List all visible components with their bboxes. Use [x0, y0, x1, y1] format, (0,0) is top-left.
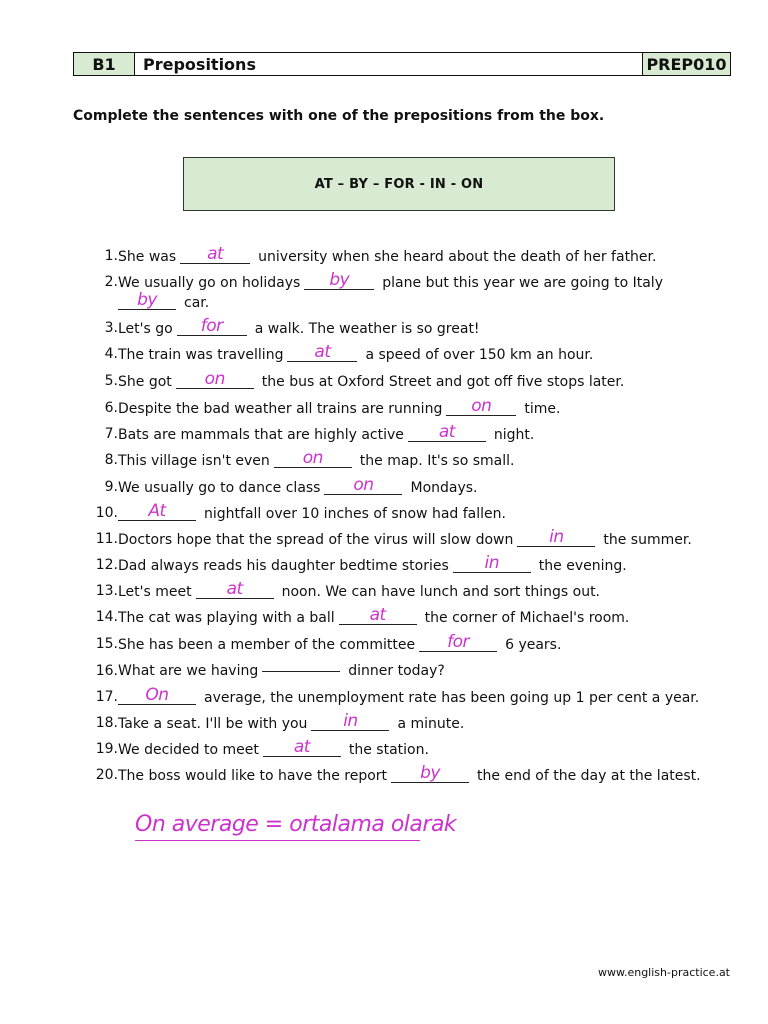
answer-blank[interactable] [118, 292, 176, 313]
exercise-item [90, 713, 464, 734]
exercise-item [90, 292, 209, 313]
answer-blank[interactable] [176, 371, 254, 392]
item-number: 12. [95, 557, 118, 573]
item-number: 10. [95, 505, 118, 521]
sentence-end: a walk. The weather is so great! [254, 321, 480, 337]
sentence-end: university when she heard about the death of her father. [258, 249, 657, 265]
item-number: 17. [95, 689, 118, 705]
handwritten-note: On average = ortalama olarak [135, 812, 457, 837]
sentence-end: night. [493, 427, 535, 443]
sentence-start: Let's meet [118, 584, 192, 600]
handwritten-answer: for [200, 316, 223, 336]
sentence-start: She has been a member of the committee [118, 637, 416, 653]
answer-blank[interactable] [339, 607, 417, 628]
exercise-item [90, 687, 699, 708]
level-label: B1 [74, 53, 135, 75]
handwritten-answer: at [293, 737, 310, 757]
answer-blank[interactable] [287, 344, 357, 365]
worksheet-code: PREP010 [643, 53, 730, 75]
exercise-item [90, 450, 514, 471]
handwritten-answer: in [484, 553, 500, 573]
handwritten-answer: by [420, 763, 440, 783]
sentence-start: The boss would like to have the report [118, 768, 388, 784]
item-number: 5. [104, 373, 118, 389]
exercise-item [90, 424, 534, 445]
sentence-start: Despite the bad weather all trains are running [118, 401, 443, 417]
exercise-item [90, 555, 627, 576]
item-number: 9. [104, 479, 118, 495]
sentence-end: the evening. [538, 558, 627, 574]
preposition-list: AT – BY – FOR - IN - ON [314, 176, 484, 192]
sentence-end: dinner today? [348, 663, 445, 679]
sentence-end: plane but this year we are going to Italy [382, 275, 663, 291]
sentence-end: the end of the day at the latest. [477, 768, 701, 784]
handwritten-answer: At [148, 501, 166, 521]
exercise-item [90, 318, 480, 339]
item-number: 2. [104, 274, 118, 290]
item-number: 13. [95, 583, 118, 599]
handwritten-answer: in [343, 711, 358, 731]
answer-blank[interactable] [118, 503, 196, 524]
handwritten-answer: On [145, 685, 169, 705]
exercise-item [90, 661, 445, 681]
handwritten-answer: on [302, 448, 323, 468]
answer-blank[interactable] [446, 398, 516, 419]
sentence-start: She got [118, 374, 172, 390]
answer-blank[interactable] [408, 424, 486, 445]
item-number: 4. [104, 346, 118, 362]
exercise-item [90, 739, 429, 760]
sentence-end: a speed of over 150 km an hour. [365, 347, 594, 363]
sentence-end: the bus at Oxford Street and got off five stops later. [261, 374, 625, 390]
sentence-start: We usually go to dance class [118, 480, 321, 496]
worksheet-header [73, 52, 731, 76]
sentence-end: time. [524, 401, 561, 417]
item-number [90, 292, 118, 313]
sentence-start: The train was travelling [118, 347, 284, 363]
handwritten-answer: on [353, 475, 374, 495]
note-underline [135, 840, 420, 841]
sentence-start: Let's go [118, 321, 173, 337]
sentence-start: Bats are mammals that are highly active [118, 427, 404, 443]
sentence-start: Dad always reads his daughter bedtime stories [118, 558, 449, 574]
answer-blank[interactable] [177, 318, 247, 339]
item-number: 8. [104, 452, 118, 468]
answer-blank[interactable] [180, 246, 250, 267]
answer-blank[interactable] [118, 687, 196, 708]
exercise-item [90, 344, 593, 365]
item-number: 19. [95, 741, 118, 757]
handwritten-answer: at [207, 244, 224, 264]
item-number: 16. [95, 663, 118, 679]
answer-blank[interactable] [311, 713, 389, 734]
exercise-item [90, 477, 478, 498]
answer-blank[interactable] [263, 739, 341, 760]
handwritten-answer: at [314, 342, 331, 362]
sentence-end: the corner of Michael's room. [424, 610, 630, 626]
sentence-start: We usually go on holidays [118, 275, 301, 291]
item-number: 7. [104, 426, 118, 442]
handwritten-answer: at [226, 579, 243, 599]
sentence-start: We decided to meet [118, 742, 259, 758]
exercise-item [90, 246, 656, 267]
footer-url: www.english-practice.at [597, 966, 730, 979]
sentence-end: the map. It's so small. [359, 453, 515, 469]
sentence-start: Doctors hope that the spread of the virus will slow down [118, 532, 514, 548]
answer-blank[interactable] [517, 529, 595, 550]
handwritten-answer: on [204, 369, 225, 389]
exercise-item [90, 272, 663, 293]
topic-title: Prepositions [135, 53, 643, 75]
handwritten-answer: by [137, 290, 157, 310]
sentence-start: The cat was playing with a ball [118, 610, 335, 626]
exercise-item [90, 503, 506, 524]
handwritten-answer: for [447, 632, 470, 652]
sentence-end: noon. We can have lunch and sort things out. [281, 584, 601, 600]
exercise-item [90, 581, 600, 602]
exercise-item [90, 607, 629, 628]
sentence-start: Take a seat. I'll be with you [118, 716, 308, 732]
sentence-end: nightfall over 10 inches of snow had fallen. [204, 506, 506, 522]
sentence-end: average, the unemployment rate has been going up 1 per cent a year. [204, 690, 700, 706]
answer-blank[interactable] [196, 581, 274, 602]
exercise-item [90, 634, 561, 655]
handwritten-answer: at [438, 422, 455, 442]
exercise-item [90, 765, 701, 786]
exercise-item [90, 398, 560, 419]
sentence-start: This village isn't even [118, 453, 270, 469]
answer-blank[interactable] [304, 272, 374, 293]
handwritten-answer: on [471, 396, 492, 416]
sentence-end: car. [184, 295, 210, 311]
instruction-text: Complete the sentences with one of the prepositions from the box. [73, 108, 605, 124]
sentence-end: the summer. [603, 532, 692, 548]
sentence-end: the station. [348, 742, 429, 758]
item-number: 6. [104, 400, 118, 416]
item-number: 18. [95, 715, 118, 731]
sentence-end: a minute. [397, 716, 465, 732]
handwritten-answer: in [549, 527, 564, 547]
item-number: 14. [95, 609, 118, 625]
exercise-item [90, 371, 624, 392]
preposition-box [183, 157, 615, 211]
sentence-start: What are we having [118, 663, 259, 679]
answer-blank[interactable] [419, 634, 497, 655]
handwritten-answer: by [329, 270, 350, 290]
item-number: 3. [104, 320, 118, 336]
sentence-end: Mondays. [410, 480, 478, 496]
handwritten-answer: at [369, 605, 386, 625]
item-number: 15. [95, 636, 118, 652]
sentence-end: 6 years. [505, 637, 562, 653]
sentence-start: She was [118, 249, 177, 265]
item-number: 1. [104, 248, 118, 264]
answer-blank[interactable] [274, 450, 352, 471]
exercise-item [90, 529, 692, 550]
answer-blank[interactable] [324, 477, 402, 498]
answer-blank[interactable] [391, 765, 469, 786]
answer-blank[interactable] [453, 555, 531, 576]
item-number: 11. [95, 531, 118, 547]
item-number: 20. [95, 767, 118, 783]
